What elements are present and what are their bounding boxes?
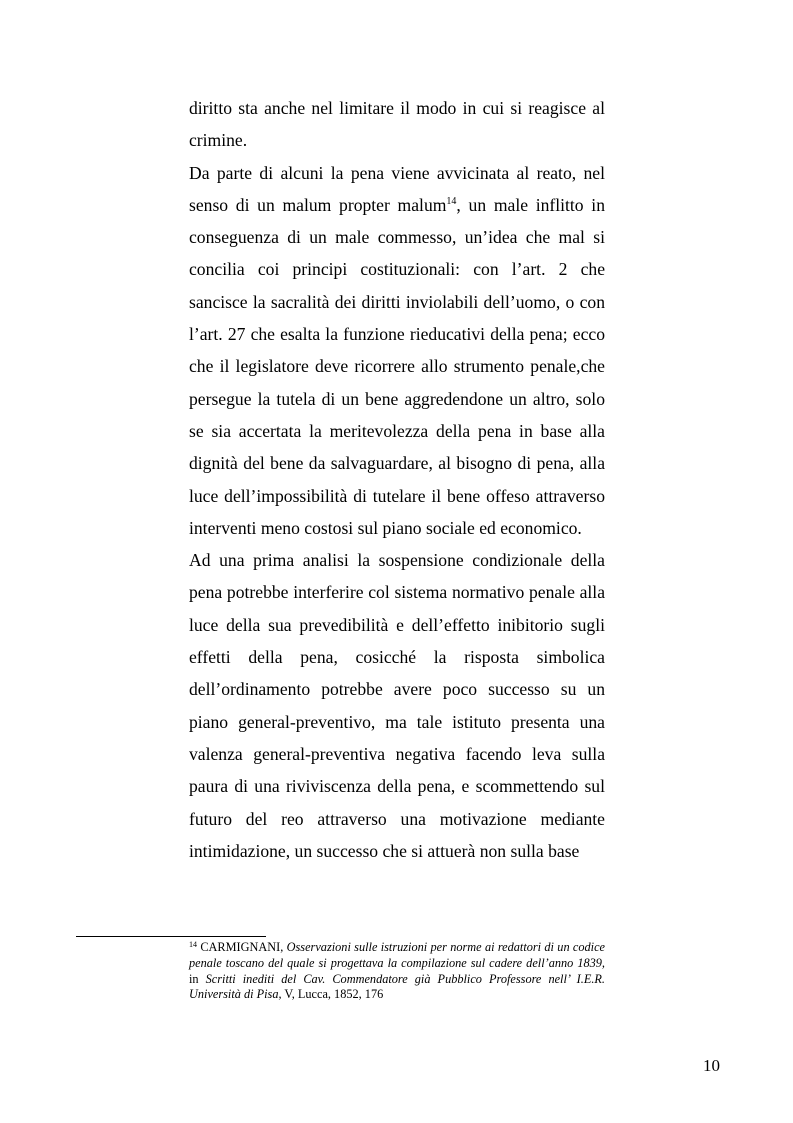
paragraph-sospensione: Ad una prima analisi la sospensione condizionale della pena potrebbe interferire col sistema normativo penale alla luce della sua prevedibilità e dell’effetto inibitorio sugli effetti della pena, cosicché la risposta simbolica dell’ordinamento potrebbe avere poco successo su un piano general-preventivo, ma tale istituto presenta una valenza general-preventiva negativa facendo leva sulla paura di una riviviscenza della pena, e scommettendo sul futuro del reo attraverso una motivazione mediante intimidazione, un successo che si attuerà non sulla base — [189, 550, 605, 861]
footnote-author: CARMIGNANI, — [197, 940, 287, 954]
paragraph-text: , un male inflitto in conseguenza di un male commesso, un’idea che mal si concilia coi principi costituzionali: con l’art. 2 che sancisce la sacralità dei diritti inviolabili dell’uomo, o con l’art. 27 che esalta la funzione rieducativi della pena; ecco che il legislatore deve ricorrere allo strumento penale,che persegue la tutela di un bene aggredendone un altro, solo se sia accertata la meritevolezza della pena in base alla dignità del bene da salvaguardare, al bisogno di pena, alla luce dell’impossibilità di tutelare il bene offeso attraverso interventi meno costosi sul piano sociale ed economico. — [189, 194, 605, 538]
paragraph-pena-reato — [189, 157, 605, 545]
footnote-separator — [76, 936, 266, 937]
footnote-number: 14 — [189, 940, 197, 949]
footnote — [189, 940, 605, 1003]
main-text — [189, 92, 605, 867]
page-number: 10 — [703, 1056, 720, 1075]
paragraph-continuation: diritto sta anche nel limitare il modo in cui si reagisce al crimine. — [189, 98, 605, 151]
footnote-reference[interactable]: 14 — [446, 195, 457, 207]
footnote-tail: V, Lucca, 1852, 176 — [281, 987, 384, 1002]
footnote-title: Osservazioni sulle istruzioni per norme ai redattori di un codice penale toscano del quale si progettava la compilazione sul cadere dell’anno 1839, — [189, 940, 605, 970]
footnote-in: in — [189, 971, 206, 986]
paragraph-text: Da parte di alcuni la pena viene avvicinata al reato, nel senso di un malum propter malum — [189, 162, 605, 215]
footnote-source: Scritti inediti del Cav. Commendatore già Pubblico Professore nell’ I.E.R. Università di Pisa, — [189, 971, 606, 1002]
